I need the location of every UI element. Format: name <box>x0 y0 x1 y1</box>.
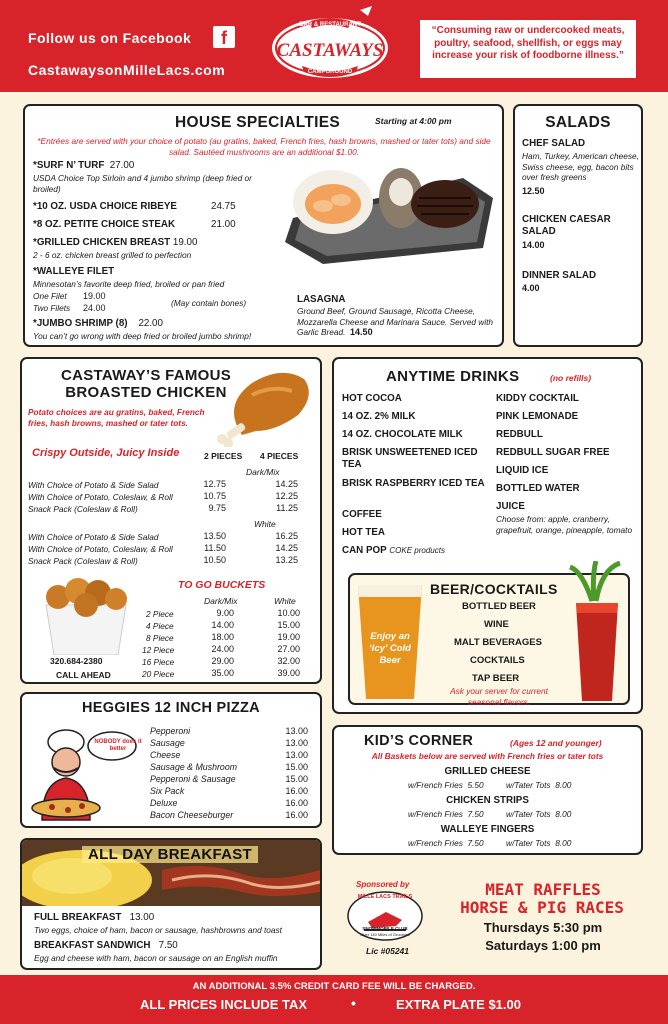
kids-ages: (Ages 12 and younger) <box>510 738 602 748</box>
bucket-2-label: 4 Piece <box>146 621 174 631</box>
full-breakfast-name: FULL BREAKFAST 13.00 <box>34 912 155 923</box>
chicken-leg-image <box>212 365 316 447</box>
castaways-logo <box>268 6 392 86</box>
club-sub: SNOWMOBILE CLUB <box>362 926 408 931</box>
club-name: MILLE LACS TRAILS <box>357 894 413 900</box>
bucket-3-white: 19.00 <box>277 632 300 642</box>
bucket-white-label: White <box>274 596 296 606</box>
white-row-2-p2: 11.50 <box>204 543 226 553</box>
kid-item-3-name: WALLEYE FINGERS <box>440 824 535 835</box>
bucket-2-white: 15.00 <box>277 620 300 630</box>
dark-row-1-p2: 12.75 <box>203 479 226 489</box>
kids-corner-section <box>332 725 643 855</box>
bucket-5-dark: 29.00 <box>211 656 234 666</box>
nobody-bubble: NOBODY does it better <box>94 739 142 752</box>
header <box>0 0 668 92</box>
pizza-8-price: 16.00 <box>285 810 308 820</box>
breakfast-title: ALL DAY BREAKFAST <box>82 846 258 863</box>
walleye-name: *WALLEYE FILET <box>33 266 115 277</box>
kid-item-1-name: GRILLED CHEESE <box>444 766 531 777</box>
to-go-buckets-title: TO GO BUCKETS <box>178 579 266 591</box>
pizza-4-price: 15.00 <box>285 762 308 772</box>
white-row-2-p4: 14.25 <box>275 543 298 553</box>
full-breakfast-desc: Two eggs, choice of ham, bacon or sausage, hashbrowns and toast <box>34 925 282 935</box>
dark-row-3-label: Snack Pack (Coleslaw & Roll) <box>28 504 138 514</box>
two-filets-label: Two Filets <box>33 303 71 313</box>
drink-liquid-ice: LIQUID ICE <box>496 465 549 476</box>
bucket-1-label: 2 Piece <box>146 609 174 619</box>
house-title: HOUSE SPECIALTIES <box>175 114 341 131</box>
kids-title: KID’S CORNER <box>364 733 474 749</box>
caesar-salad-name: CHICKEN CAESAR SALAD <box>522 214 611 237</box>
caesar-salad-price: 14.00 <box>522 240 545 250</box>
kids-note: All Baskets below are served with French fries or tater tots <box>371 751 604 761</box>
drinks-title: ANYTIME DRINKS <box>386 368 520 385</box>
bucket-1-dark: 9.00 <box>216 608 234 618</box>
pizza-7-price: 16.00 <box>285 798 308 808</box>
kid-item-2-tots: w/Tater Tots 8.00 <box>506 809 572 819</box>
license-number: Lic #05241 <box>366 946 410 956</box>
white-row-3-label: Snack Pack (Coleslaw & Roll) <box>28 556 138 566</box>
dark-row-2-p2: 10.75 <box>203 491 226 501</box>
logo-top-text: BAR & RESTAURANT <box>299 22 361 28</box>
chef-salad-desc: Ham, Turkey, American cheese, Swiss cheese, egg, bacon bits over fresh greens <box>522 151 639 182</box>
pizza-1-name: Pepperoni <box>150 726 191 736</box>
bucket-5-white: 32.00 <box>277 656 300 666</box>
col-4-pieces: 4 PIECES <box>260 451 299 461</box>
thursday-time: Thursdays 5:30 pm <box>483 920 603 935</box>
drink-coffee: COFFEE <box>342 509 382 520</box>
house-note: *Entrées are served with your choice of potato (au gratins, baked, French fries, hash browns, mashed or tater tots) and side salad. Sautéed mushrooms are an additional $1.00. <box>37 136 491 157</box>
breakfast-section <box>20 838 322 970</box>
drink-kiddy-cocktail: KIDDY COCKTAIL <box>496 393 579 404</box>
house-specialties-section <box>23 104 504 347</box>
one-filet-price: 19.00 <box>83 291 106 301</box>
chicken-title-2: BROASTED CHICKEN <box>65 384 227 401</box>
ribeye-price: 24.75 <box>211 201 236 212</box>
steak-plate-image <box>283 158 495 266</box>
dark-row-2-label: With Choice of Potato, Coleslaw, & Roll <box>28 492 173 502</box>
bucket-6-dark: 35.00 <box>211 668 234 678</box>
foodborne-warning: “Consuming raw or undercooked meats, poultry, seafood, shellfish, or eggs may increase your risk of foodborne illness.” <box>420 20 636 78</box>
call-ahead: CALL AHEAD <box>56 670 111 680</box>
salads-title: SALADS <box>545 114 611 131</box>
pizza-2-price: 13.00 <box>285 738 308 748</box>
white-row-2-label: With Choice of Potato, Coleslaw, & Roll <box>28 544 173 554</box>
bucket-3-dark: 18.00 <box>211 632 234 642</box>
dark-row-2-p4: 12.25 <box>275 491 298 501</box>
drink-redbull: REDBULL <box>496 429 543 440</box>
pizza-1-price: 13.00 <box>285 726 308 736</box>
beer-item-tap: TAP BEER <box>472 673 520 684</box>
pizza-5-name: Pepperoni & Sausage <box>150 774 236 784</box>
chicken-title-1: CASTAWAY’S FAMOUS <box>60 367 232 384</box>
beer-note: Ask your server for current seasonal flavors. <box>450 686 548 707</box>
beer-item-malt: MALT BEVERAGES <box>454 637 542 648</box>
beer-cocktails-box <box>348 573 630 705</box>
kid-item-3-tots: w/Tater Tots 8.00 <box>506 838 572 848</box>
drink-hot-tea: HOT TEA <box>342 527 385 538</box>
pizza-6-name: Six Pack <box>150 786 185 796</box>
bones-note: (May contain bones) <box>171 298 247 308</box>
kid-item-2-fries: w/French Fries 7.50 <box>408 809 484 819</box>
pizza-3-name: Cheese <box>150 750 181 760</box>
ribeye-name: *10 OZ. USDA CHOICE RIBEYE <box>33 201 177 212</box>
drink-pink-lemonade: PINK LEMONADE <box>496 411 579 422</box>
footer <box>0 975 668 1024</box>
beer-item-wine: WINE <box>484 619 509 630</box>
anytime-drinks-section <box>332 357 643 714</box>
dark-row-3-p2: 9.75 <box>208 503 226 513</box>
juice-desc: Choose from: apple, cranberry, grapefruit, orange, pineapple, tomato <box>496 514 633 535</box>
drink-bottled-water: BOTTLED WATER <box>496 483 580 494</box>
footer-bullet: • <box>351 995 356 1011</box>
sponsored-by: Sponsored by <box>356 880 410 889</box>
facebook-icon[interactable]: f <box>213 26 235 48</box>
kid-item-3-fries: w/French Fries 7.50 <box>408 838 484 848</box>
phone-number[interactable]: 320.684-2380 <box>50 656 103 666</box>
no-refills: (no refills) <box>550 373 592 383</box>
dinner-salad-price: 4.00 <box>522 283 540 293</box>
pizza-2-name: Sausage <box>150 738 185 748</box>
petite-steak-price: 21.00 <box>211 219 236 230</box>
walleye-desc: Minnesotan’s favorite deep fried, broiled or pan fried <box>33 279 225 289</box>
bucket-6-label: 20 Piece <box>142 669 175 679</box>
beer-glass-text: Enjoy an ‘Icy’ Cold Beer <box>369 631 411 666</box>
breakfast-sandwich-name: BREAKFAST SANDWICH 7.50 <box>34 940 178 951</box>
lasagna-name: LASAGNA <box>297 294 346 305</box>
white-row-1-label: With Choice of Potato & Side Salad <box>28 532 159 542</box>
pizza-4-name: Sausage & Mushroom <box>150 762 238 772</box>
chicken-tagline: Crispy Outside, Juicy Inside <box>32 447 180 459</box>
pizza-title: HEGGIES 12 INCH PIZZA <box>82 700 260 716</box>
lasagna-desc: Ground Beef, Ground Sausage, Ricotta Cheese, Mozzarella Cheese and Marinara Sauce. Served with Garlic Bread. 14.50 <box>297 306 493 337</box>
chef-salad-name: CHEF SALAD <box>522 138 586 149</box>
drink-chocolate-milk: 14 OZ. CHOCOLATE MILK <box>342 429 463 440</box>
one-filet-label: One Filet <box>33 291 67 301</box>
club-tag: Over 140 Miles of Groomed <box>360 932 410 937</box>
dark-mix-label: Dark/Mix <box>246 467 280 477</box>
meat-raffles: MEAT RAFFLES <box>485 880 601 899</box>
grilled-chicken-name: *GRILLED CHICKEN BREAST 19.00 <box>33 237 198 248</box>
drink-hot-cocoa: HOT COCOA <box>342 393 402 404</box>
broasted-chicken-section <box>20 357 322 684</box>
pizza-3-price: 13.00 <box>285 750 308 760</box>
beer-item-bottled: BOTTLED BEER <box>462 601 536 612</box>
horse-pig-races: HORSE & PIG RACES <box>460 898 624 917</box>
surf-turf-desc: USDA Choice Top Sirloin and 4 jumbo shrimp (deep fried or broiled) <box>33 173 252 194</box>
white-row-3-p2: 10.50 <box>203 555 226 565</box>
credit-card-fee: AN ADDITIONAL 3.5% CREDIT CARD FEE WILL BE CHARGED. <box>192 981 476 992</box>
chicken-potato-note: Potato choices are au gratins, baked, French fries, hash browns, mashed or tater tots. <box>28 407 205 428</box>
white-row-1-p2: 13.50 <box>203 531 226 541</box>
breakfast-sandwich-desc: Egg and cheese with ham, bacon or sausage on an English muffin <box>34 953 278 963</box>
bucket-6-white: 39.00 <box>277 668 300 678</box>
pizza-8-name: Bacon Cheeseburger <box>150 810 234 820</box>
jumbo-shrimp-name: *JUMBO SHRIMP (8) 22.00 <box>33 318 163 329</box>
bucket-4-dark: 24.00 <box>211 644 234 654</box>
house-hours: Starting at 4:00 pm <box>375 116 452 126</box>
chicken-bucket-image <box>38 575 134 655</box>
drink-unsweetened-tea: BRISK UNSWEETENED ICED TEA <box>342 447 478 470</box>
facebook-text: Follow us on Facebook <box>28 30 192 46</box>
pizza-6-price: 16.00 <box>285 786 308 796</box>
pizza-7-name: Deluxe <box>150 798 178 808</box>
jumbo-shrimp-desc: You can’t go wrong with deep fried or broiled jumbo shrimp! <box>33 331 252 341</box>
logo-name-text: CASTAWAYS <box>276 40 384 61</box>
prices-include-tax: ALL PRICES INCLUDE TAX <box>140 997 308 1012</box>
dinner-salad-name: DINNER SALAD <box>522 270 597 281</box>
pizza-section <box>20 692 322 828</box>
bucket-4-white: 27.00 <box>277 644 300 654</box>
chef-salad-price: 12.50 <box>522 186 545 196</box>
dark-row-1-p4: 14.25 <box>275 479 298 489</box>
bucket-4-label: 12 Piece <box>142 645 175 655</box>
pizza-5-price: 15.00 <box>285 774 308 784</box>
drink-redbull-sugar-free: REDBULL SUGAR FREE <box>496 447 610 458</box>
bucket-dark-label: Dark/Mix <box>204 596 238 606</box>
bucket-2-dark: 14.00 <box>211 620 234 630</box>
petite-steak-name: *8 OZ. PETITE CHOICE STEAK <box>33 219 176 230</box>
drink-can-pop: CAN POP COKE products <box>342 545 445 556</box>
kid-item-1-fries: w/French Fries 5.50 <box>408 780 484 790</box>
col-2-pieces: 2 PIECES <box>204 451 243 461</box>
drink-2-milk: 14 OZ. 2% MILK <box>342 411 416 422</box>
kid-item-1-tots: w/Tater Tots 8.00 <box>506 780 572 790</box>
drink-juice: JUICE <box>496 501 525 512</box>
kid-item-2-name: CHICKEN STRIPS <box>446 795 529 806</box>
bucket-5-label: 16 Piece <box>142 657 175 667</box>
bucket-1-white: 10.00 <box>277 608 300 618</box>
white-row-3-p4: 13.25 <box>275 555 298 565</box>
beer-item-cocktails: COCKTAILS <box>470 655 525 666</box>
bucket-3-label: 8 Piece <box>146 633 174 643</box>
white-label: White <box>254 519 276 529</box>
extra-plate: EXTRA PLATE $1.00 <box>396 997 521 1012</box>
logo-bottom-text: CAMPGROUND <box>307 69 353 75</box>
website-link[interactable]: CastawaysonMilleLacs.com <box>28 62 226 78</box>
dark-row-1-label: With Choice of Potato & Side Salad <box>28 480 159 490</box>
bloody-mary-image <box>562 561 630 705</box>
salads-section <box>513 104 643 347</box>
dark-row-3-p4: 11.25 <box>276 503 298 513</box>
beer-title: BEER/COCKTAILS <box>430 581 558 597</box>
white-row-1-p4: 16.25 <box>275 531 298 541</box>
drink-raspberry-tea: BRISK RASPBERRY ICED TEA <box>342 478 485 489</box>
saturday-time: Saturdays 1:00 pm <box>485 938 601 953</box>
surf-turf-name: *SURF N’ TURF 27.00 <box>33 160 135 171</box>
two-filets-price: 24.00 <box>83 303 106 313</box>
grilled-chicken-desc: 2 - 6 oz. chicken breast grilled to perfection <box>33 250 192 260</box>
